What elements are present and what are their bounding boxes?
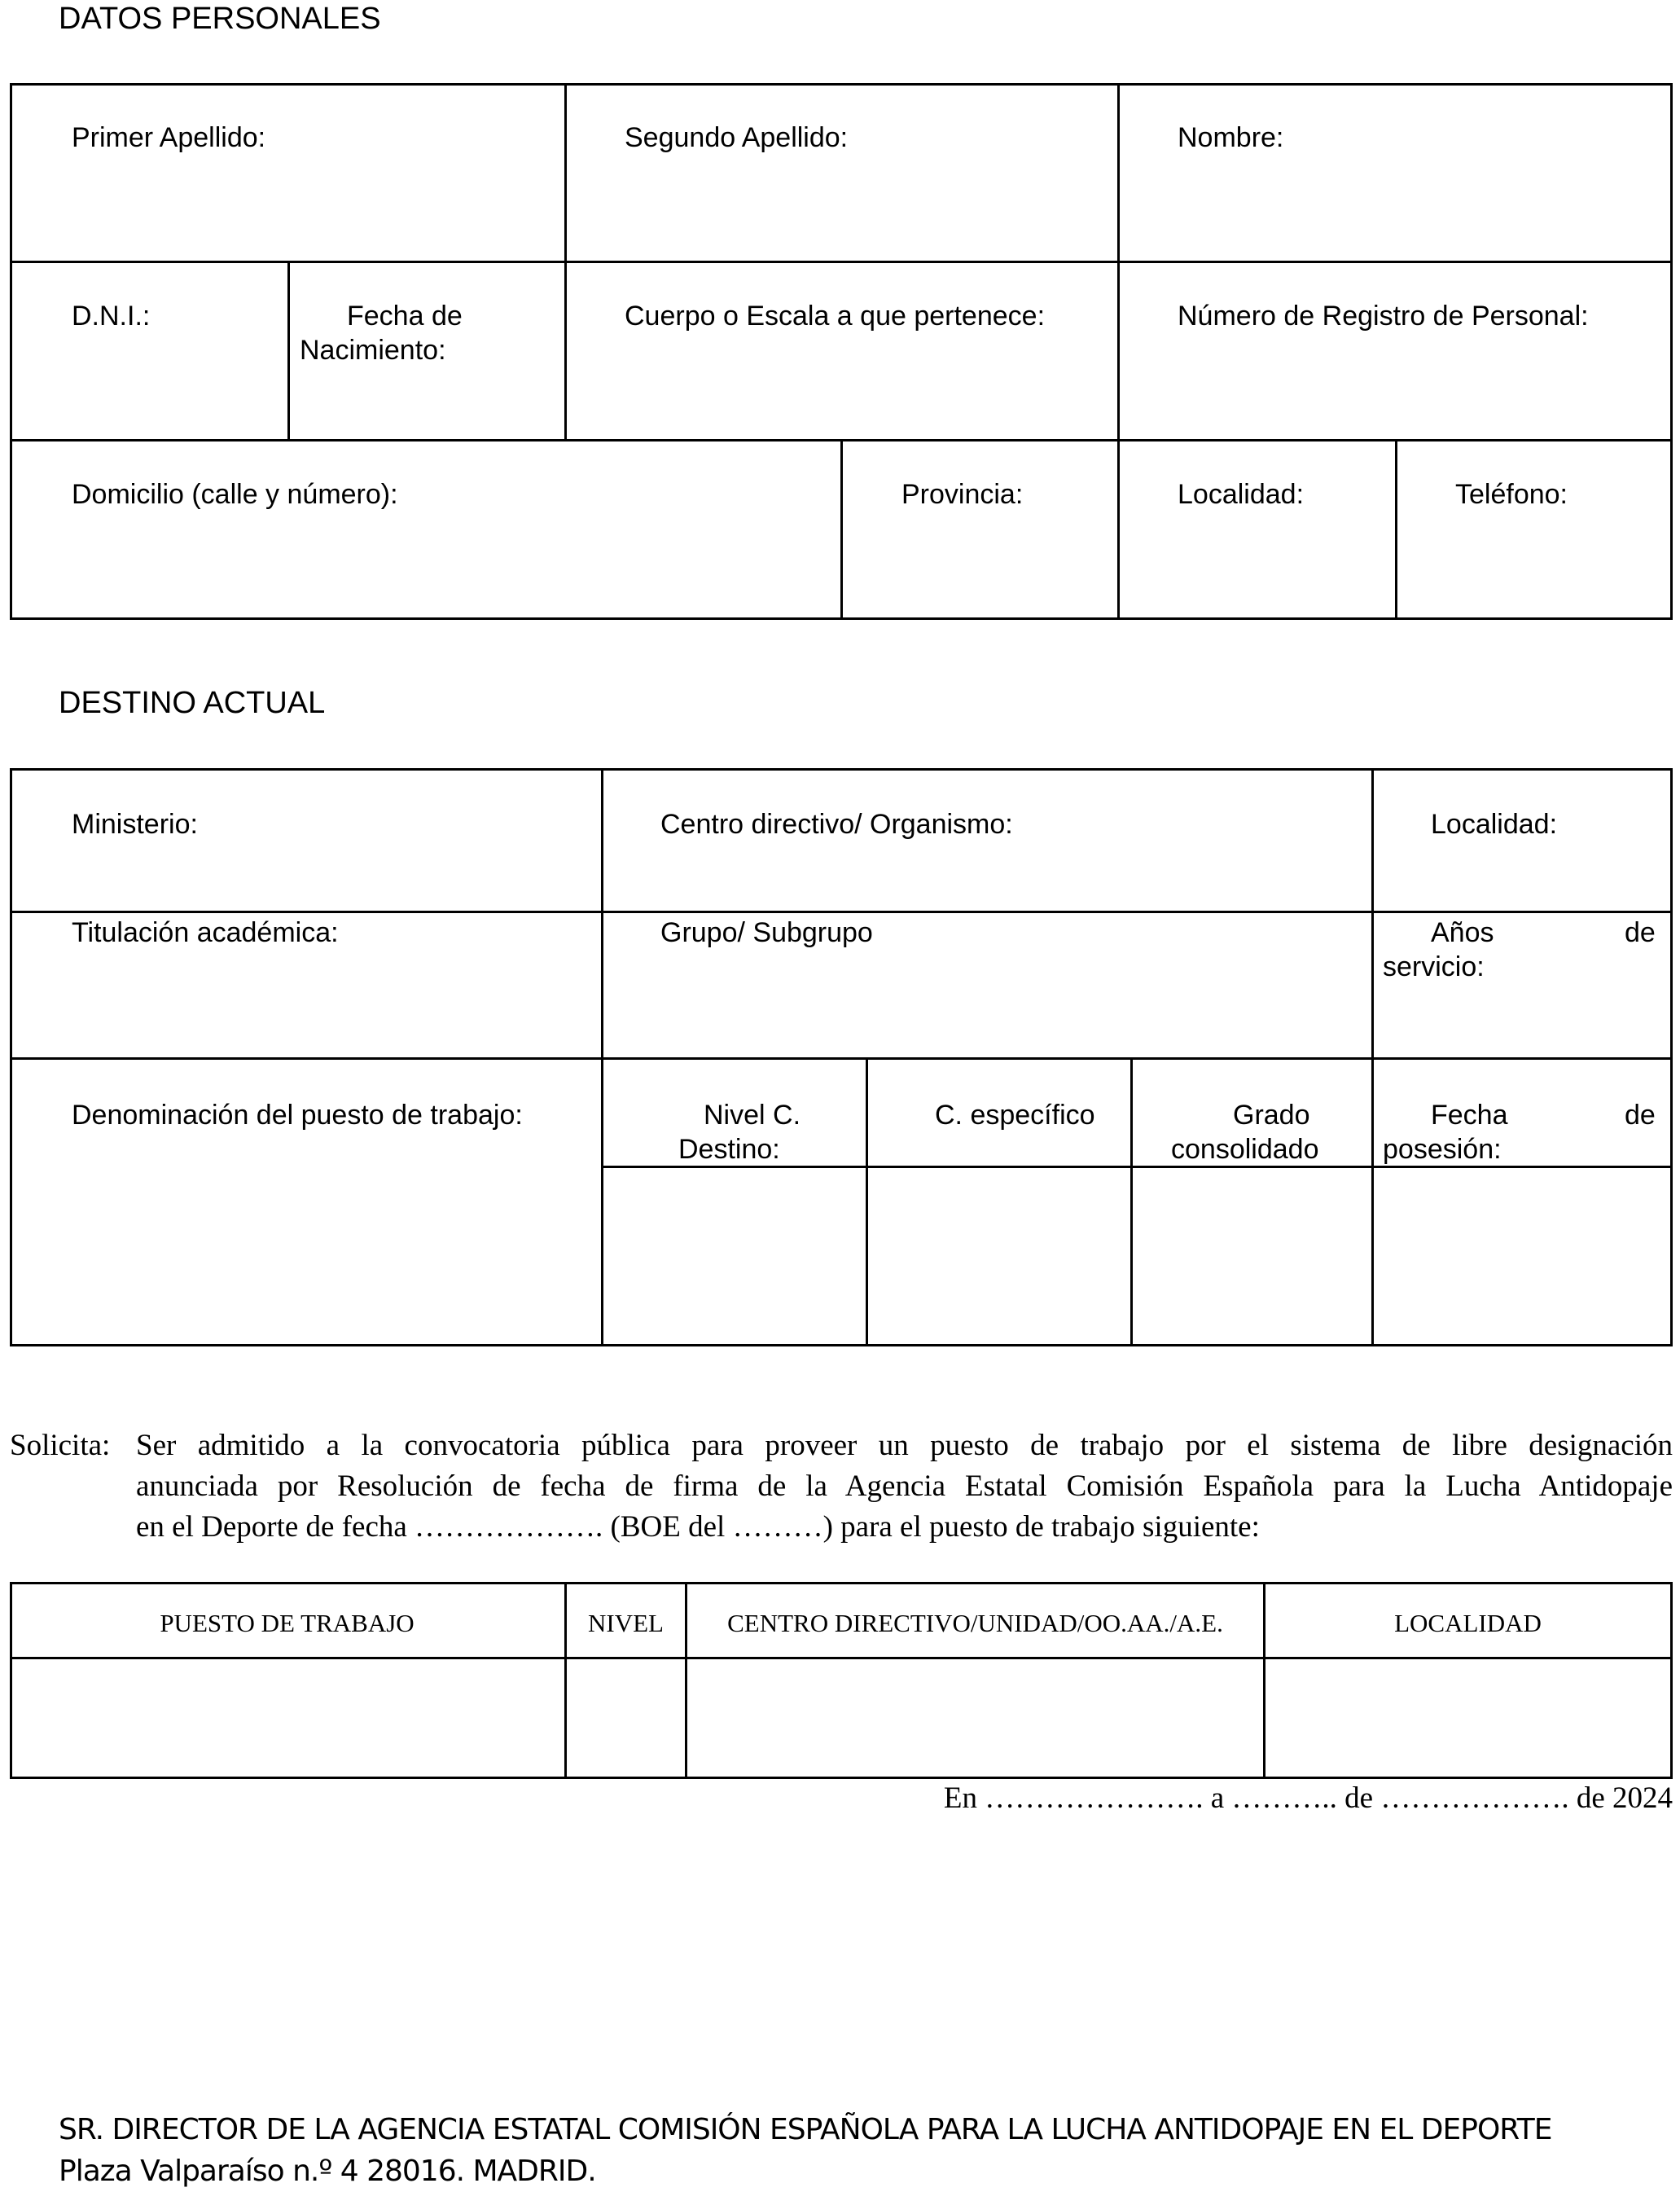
localidad-destino-field[interactable]: Localidad:	[1431, 809, 1558, 840]
footer-destinatario: SR. DIRECTOR DE LA AGENCIA ESTATAL COMISIÓN ESPAÑOLA PARA LA LUCHA ANTIDOPAJE EN EL DEPORTE	[59, 2113, 1552, 2146]
fecha-posesion-label-2: posesión:	[1383, 1134, 1502, 1165]
localidad-cell[interactable]	[1265, 1659, 1670, 1777]
section-title-datos-personales: DATOS PERSONALES	[59, 2, 381, 36]
table-border	[10, 1582, 1673, 1584]
table-border	[1670, 1582, 1673, 1779]
fecha-nacimiento-label-2[interactable]: Nacimiento:	[300, 335, 446, 366]
denominacion-field[interactable]: Denominación del puesto de trabajo:	[72, 1100, 523, 1131]
table-border	[10, 1344, 1673, 1346]
especifico-field[interactable]: C. específico	[935, 1100, 1095, 1131]
segundo-apellido-field[interactable]: Segundo Apellido:	[625, 122, 849, 153]
fecha-posesion-de: de	[1625, 1100, 1656, 1131]
table-border	[866, 1057, 868, 1346]
numero-registro-field[interactable]: Número de Registro de Personal:	[1178, 301, 1589, 332]
table-border	[10, 1057, 1673, 1060]
table-border	[287, 261, 290, 440]
table-border	[10, 768, 12, 1346]
centro-directivo-field[interactable]: Centro directivo/ Organismo:	[660, 809, 1013, 840]
grado-label-2: consolidado	[1171, 1134, 1319, 1165]
telefono-field[interactable]: Teléfono:	[1455, 479, 1568, 510]
section-title-destino-actual: DESTINO ACTUAL	[59, 686, 326, 720]
titulacion-field[interactable]: Titulación académica:	[72, 917, 339, 948]
nombre-field[interactable]: Nombre:	[1178, 122, 1284, 153]
table-border	[1395, 439, 1397, 619]
anos-servicio-label[interactable]: Años	[1431, 917, 1494, 948]
dni-field[interactable]: D.N.I.:	[72, 301, 151, 332]
fecha-posesion-label[interactable]: Fecha	[1431, 1100, 1508, 1131]
solicita-line-3: en el Deporte de fecha ………………. (BOE del ………) para el puesto de trabajo siguiente:	[136, 1510, 1260, 1544]
table-border	[10, 768, 1673, 771]
fecha-firma: En …………………. a ……….. de ………………. de 2024	[943, 1781, 1673, 1815]
header-localidad: LOCALIDAD	[1394, 1609, 1542, 1637]
table-border	[10, 83, 12, 620]
primer-apellido-field[interactable]: Primer Apellido:	[72, 122, 266, 153]
solicita-label: Solicita:	[10, 1429, 111, 1462]
localidad-field[interactable]: Localidad:	[1178, 479, 1305, 510]
table-border	[1117, 83, 1120, 620]
centro-cell[interactable]	[687, 1659, 1263, 1777]
table-border	[1130, 1057, 1133, 1346]
header-centro: CENTRO DIRECTIVO/UNIDAD/OO.AA./A.E.	[727, 1609, 1223, 1637]
nivel-cell[interactable]	[567, 1659, 685, 1777]
anos-servicio-label-2: servicio:	[1383, 951, 1485, 982]
fecha-nacimiento-label[interactable]: Fecha de	[347, 301, 463, 332]
header-nivel: NIVEL	[588, 1609, 664, 1637]
table-border	[564, 83, 567, 440]
puesto-cell[interactable]	[12, 1659, 564, 1777]
grupo-field[interactable]: Grupo/ Subgrupo	[660, 917, 873, 948]
solicita-line-1: Ser admitido a la convocatoria pública para proveer un puesto de trabajo por el sistema de libre designación	[136, 1429, 1673, 1462]
anos-servicio-de: de	[1625, 917, 1656, 948]
ministerio-field[interactable]: Ministerio:	[72, 809, 198, 840]
table-border	[1670, 83, 1673, 620]
solicita-line-2: anunciada por Resolución de fecha de firma de la Agencia Estatal Comisión Española para la Lucha Antidopaje	[136, 1469, 1673, 1503]
table-border	[10, 1777, 1673, 1779]
header-puesto: PUESTO DE TRABAJO	[160, 1609, 415, 1637]
nivel-destino-label[interactable]: Nivel C.	[704, 1100, 801, 1131]
provincia-field[interactable]: Provincia:	[901, 479, 1024, 510]
table-border	[601, 768, 603, 1346]
table-border	[1371, 768, 1374, 1346]
grado-label[interactable]: Grado	[1233, 1100, 1310, 1131]
nivel-destino-label-2: Destino:	[678, 1134, 780, 1165]
table-border	[840, 439, 843, 619]
table-border	[10, 261, 1673, 263]
footer-direccion: Plaza Valparaíso n.º 4 28016. MADRID.	[59, 2155, 596, 2188]
table-border	[1670, 768, 1673, 1346]
cuerpo-escala-field[interactable]: Cuerpo o Escala a que pertenece:	[625, 301, 1046, 332]
domicilio-field[interactable]: Domicilio (calle y número):	[72, 479, 398, 510]
table-border	[10, 911, 1673, 913]
table-border	[10, 83, 1673, 86]
